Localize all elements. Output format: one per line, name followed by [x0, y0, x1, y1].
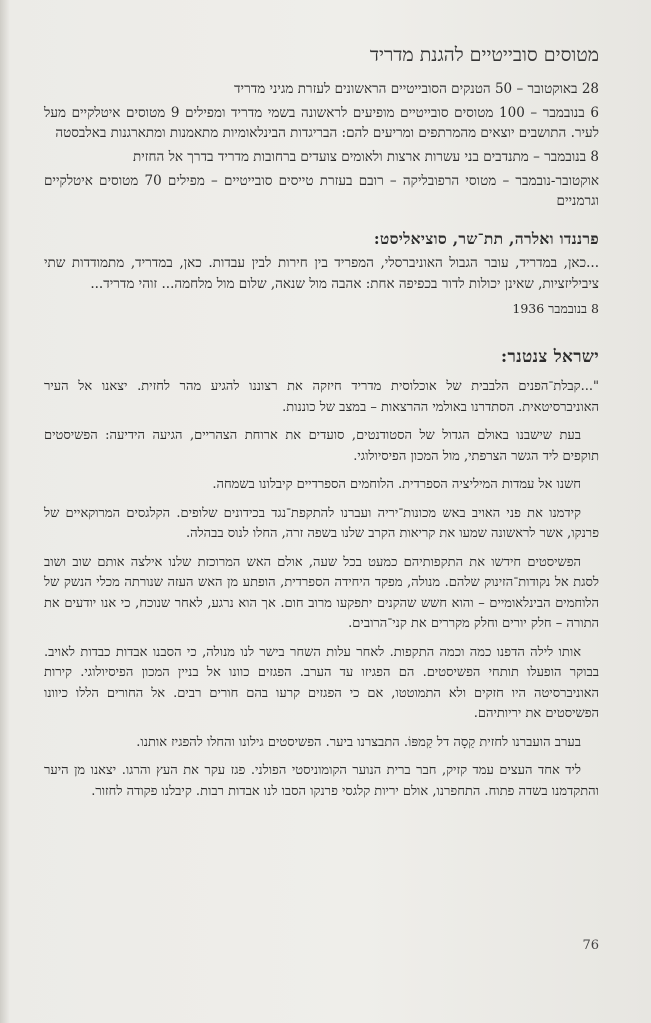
- paragraph: ליד אחד העצים עמד קזיק, חבר ברית הנוער הקומוניסטי הפולני. פגז עקר את העץ והרגו. יצאנו מן היער והתקדמנו בשדה פתוח. התחפרנו, אולם יריות קלגסי פרנקו הסבו לנו אבדות רבות. קיבלנו פקודה לחזור.: [44, 763, 599, 799]
- timeline-entry: 8 בנובמבר – מתנדבים בני עשרות ארצות ולאומים צועדים ברחובות מדריד בדרך אל החזית: [133, 149, 599, 165]
- vallera-quote: ...כאן, במדריד, עובר הגבול האוניברסלי, המפריד בין חירות לבין עבדות. כאן, במדריד, מתמודדות שתי ציביליזציות, שאינן יכולות לדור בכפיפה אחת: אהבה מול שנאה, שלום מול מלחמה... זוהי מדריד...: [44, 255, 599, 292]
- page-gutter-shadow: [0, 0, 10, 1023]
- zentner-speaker: ישראל צנטנר:: [500, 347, 599, 367]
- timeline-entry: 28 באוקטובר – 50 הטנקים הסובייטיים הראשונים לעזרת מגיני מדריד: [234, 81, 599, 97]
- vallera-date: 8 בנובמבר 1936: [512, 301, 599, 316]
- paragraph: בעת שישבנו באולם הגדול של הסטודנטים, סועדים את ארוחת הצהריים, הגיעה הידיעה: הפשיסטים תוקפים ליד הגשר הצרפתי, מול המכון הפיסיולוגי.: [44, 428, 599, 464]
- paragraph: קידמנו את פני האויב באש מכונות־יריה ועברנו להתקפת־נגד בכידונים שלופים. הקלגסים המרוקאיים של פרנקו, אשר לראשונה שמעו את קריאות הקרב שלנו בשפה זרה, החלו לנוס בבהלה.: [44, 505, 599, 541]
- paragraph: אותו לילה הדפנו כמה וכמה התקפות. לאחר עלות השחר בישר לנו מנולה, כי הסבנו אבדות כבדות לאויב. בבוקר הופעלו תותחי הפשיסטים. הם הפגיזו עד הערב. הפגזים כוונו אל בניין המכון הפיסיולוגי. קירות האוניברסיטה היו חזקים ולא התמוטטו, אם כי הפגזים קרעו בהם חורים רבים. אל החורים הללו כיוונו הפשיסטים את יריותיהם.: [44, 644, 599, 721]
- zentner-testimony: [44, 377, 599, 802]
- timeline-entry: 6 בנובמבר – 100 מטוסים סובייטיים מופיעים לראשונה בשמי מדריד ומפילים 9 מטוסים איטלקיים מעל לעיר. התושבים יוצאים מהמרתפים ומריעים להם: הבריגדות הבינלאומיות מתאמנות ומתארגנות באלבסטה: [44, 105, 599, 141]
- page-title: מטוסים סובייטיים להגנת מדריד: [369, 44, 599, 66]
- vallera-section: [44, 229, 599, 317]
- page-number: 76: [582, 938, 599, 953]
- paragraph: חשנו אל עמדות המיליציה הספרדית. הלוחמים הספרדיים קיבלונו בשמחה.: [212, 477, 581, 492]
- zentner-section: [44, 347, 599, 802]
- timeline-list: [44, 79, 599, 211]
- page-content: [44, 44, 599, 810]
- paragraph: בערב הועברנו לחזית קַסָה דל קַמפּוֹ. התבצרנו ביער. הפשיסטים גילונו והחלו להפגיז אותנו.: [136, 734, 581, 750]
- timeline-entry: אוקטובר-נובמבר – מטוסי הרפובליקה – רובם בעזרת טייסים סובייטיים – מפילים 70 מטוסים איטלקיים וגרמניים: [44, 173, 599, 209]
- paragraph: הפשיסטים חידשו את התקפותיהם כמעט בכל שעה, אולם האש המרוכזת שלנו אילצה אותם שוב ושוב לסגת אל נקודות־הזינוק שלהם. מנולה, מפקד היחידה הספרדית, הופתע מן האש העזה שנורתה מכלי הנשק של הלוחמים הבינלאומיים – והוא חשש שהקנים יתפקעו מרוב חום. אך הוא נרגע, לאחר שנוכח, כי אנו יודעים את התורה – חלק יורים וחלק מקררים את קני־הרובים.: [44, 554, 599, 631]
- vallera-speaker: פרננדו ואלרה, תת־שר, סוציאליסט:: [373, 229, 599, 248]
- paragraph: "...קבלת־הפנים הלבבית של אוכלוסית מדריד חיזקה את רצוננו להגיע מהר לחזית. יצאנו אל העיר האוניברסיטאית. הסתדרנו באולמי ההרצאות – במצב של כוננות.: [44, 379, 599, 415]
